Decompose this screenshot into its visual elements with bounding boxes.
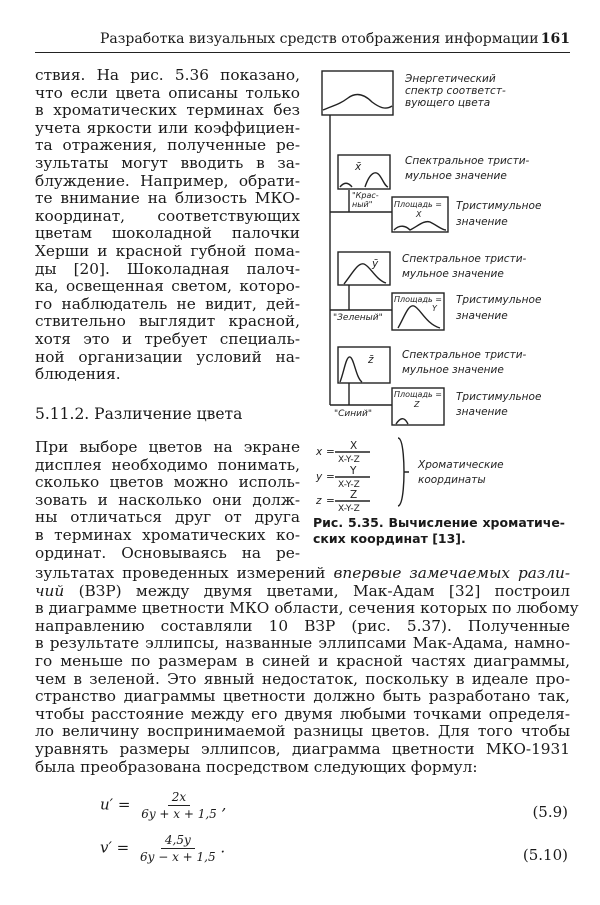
punct: , [221, 795, 227, 814]
text-line: зовать и насколько они долж- [35, 490, 300, 509]
label: Y [350, 465, 357, 477]
text-line: блуждение. Например, обрати- [35, 171, 300, 190]
text-line: блюдения. [35, 365, 121, 384]
label: мульное значение [405, 170, 507, 182]
page-number: 161 [540, 31, 570, 47]
figure-caption [313, 515, 565, 547]
text-line: в результате эллипсы, названные эллипсами Мак-Адама, намно- [35, 634, 570, 653]
text-line: ствительно выглядит красной, [35, 312, 300, 331]
label: y [316, 471, 323, 483]
text-line: учета яркости или коэффициен- [35, 118, 300, 137]
label: ȳ [372, 258, 379, 270]
label: X-Y-Z [338, 480, 360, 490]
text-line: что если цвета описаны только [35, 83, 300, 102]
caption-line: ских координат [13]. [313, 531, 466, 546]
text-line: го наблюдатель не видит, дей- [35, 294, 300, 313]
text-line: те внимание на близость МКО- [35, 189, 300, 208]
label: z [316, 495, 322, 507]
formula-lhs: v′ = [100, 838, 130, 857]
text-line: чтобы расстояние между его двумя любыми точками определя- [35, 704, 570, 723]
denominator: 6y − x + 1,5 [140, 850, 216, 864]
energy-spectrum-box [322, 71, 393, 115]
label: вующего цвета [405, 97, 491, 109]
emphasis: чий [35, 581, 65, 600]
label: Z [414, 400, 420, 409]
text-line: уравнять размеры эллипсов, диаграмма цветности МКО-1931 [35, 739, 570, 758]
text-line: зультаты могут вводить в за- [35, 153, 300, 172]
label: Хроматические [418, 459, 504, 471]
label: z̄ [368, 354, 374, 366]
caption-line: Рис. 5.35. Вычисление хроматиче- [313, 515, 565, 530]
text-line: дисплея необходимо понимать, [35, 455, 300, 474]
text-line: странство диаграммы цветности должно быть разработано так, [35, 687, 570, 706]
text-line: направлению составляли 10 ВЗР (рис. 5.37). Полученные [35, 616, 570, 635]
text-line: чем в зеленой. Это явный недостаток, поскольку в идеале про- [35, 669, 570, 688]
denominator: 6y + x + 1,5 [141, 807, 217, 821]
label: Тристимульное [456, 294, 542, 306]
label: значение [456, 406, 508, 418]
text-line: ло величину воспринимаемой разницы цветов. Для того чтобы [35, 722, 570, 741]
text-line: ды [20]. Шоколадная палоч- [35, 259, 300, 278]
label: Спектральное тристи- [405, 155, 530, 167]
section-heading: 5.11.2. Различение цвета [35, 405, 243, 423]
label: = [326, 495, 335, 507]
label: X [350, 440, 358, 452]
text-line: При выборе цветов на экране [35, 438, 300, 456]
text-line: цветам шоколадной палочки [35, 224, 300, 243]
text-line: ной организации условий на- [35, 347, 300, 366]
label: = [326, 471, 335, 483]
label: Спектральное тристи- [402, 253, 527, 265]
label: Тристимульное [456, 200, 542, 212]
label: мульное значение [402, 268, 504, 280]
text-line: ординат. Основываясь на ре- [35, 543, 300, 562]
numerator: 2x [168, 790, 190, 806]
text-line: Херши и красной губной пома- [35, 241, 300, 260]
label: значение [456, 310, 508, 322]
label: x [316, 446, 323, 458]
label: X-Y-Z [338, 504, 360, 514]
label: мульное значение [402, 364, 504, 376]
brace [398, 438, 409, 506]
ybar-box [338, 252, 390, 285]
label: Энергетический [405, 73, 496, 85]
text-span: (ВЗР) между двумя цветами, Мак-Адам [32] построил [64, 581, 570, 600]
label: Спектральное тристи- [402, 349, 527, 361]
text-line: ка, освещенная светом, которо- [35, 277, 300, 296]
label: "Синий" [334, 409, 372, 419]
label: координаты [418, 474, 486, 486]
text-line: в терминах хроматических ко- [35, 525, 300, 544]
text-line: координат, соответствующих [35, 206, 300, 225]
label: "Зеленый" [333, 313, 383, 323]
label: Z [350, 489, 358, 501]
text-line: та отражения, полученные ре- [35, 136, 300, 155]
label: Площадь = [394, 200, 442, 209]
label: Тристимульное [456, 391, 542, 403]
label: ный" [352, 200, 373, 209]
text-line: ны отличаться друг от друга [35, 508, 300, 527]
text-line: в хроматических терминах без [35, 101, 300, 120]
numerator: 4,5y [161, 833, 195, 849]
label: значение [456, 216, 508, 228]
text-line: ствия. На рис. 5.36 показано, [35, 66, 300, 84]
equation-number: (5.10) [522, 846, 568, 864]
label: x̄ [355, 161, 362, 173]
formula-lhs: u′ = [100, 795, 131, 814]
label: "Крас- [352, 191, 379, 200]
label: X-Y-Z [338, 455, 360, 465]
text-line: хотя это и требует специаль- [35, 329, 300, 348]
text-line: го меньше по размерам в синей и красной частях диаграммы, [35, 651, 570, 670]
text-line: в диаграмме цветности МКО области, сечения которых по любому [35, 599, 579, 618]
text-line: была преобразована посредством следующих формул: [35, 757, 478, 776]
label: спектр соответст- [405, 85, 506, 97]
emphasis: впервые замечаемых разли- [333, 564, 570, 582]
label: X [416, 210, 422, 219]
label: = [326, 446, 335, 458]
label: Y [432, 304, 437, 313]
label: Площадь = [394, 295, 442, 304]
label: Площадь = [394, 390, 442, 399]
punct: . [220, 838, 226, 857]
text-line: сколько цветов можно исполь- [35, 473, 300, 492]
header-title: Разработка визуальных средств отображения информации [100, 31, 539, 47]
text-span: зультатах проведенных измерений [35, 564, 334, 582]
energy-curve [323, 95, 392, 110]
equation-number: (5.9) [532, 803, 568, 821]
